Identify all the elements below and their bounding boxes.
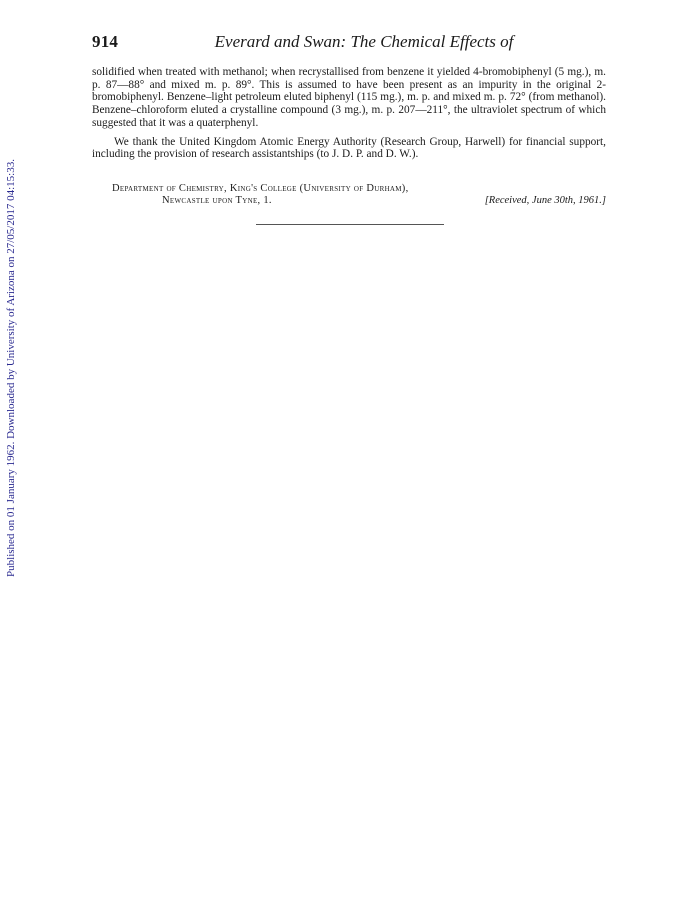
- department-line: Department of Chemistry, King's College (University of Durham),: [112, 183, 409, 194]
- affiliation-second-line: [112, 195, 606, 207]
- article-end-rule: [256, 224, 444, 225]
- acknowledgement-paragraph: We thank the United Kingdom Atomic Energy Authority (Research Group, Harwell) for financial support, including the provision of research assistantships (to J. D. P. and D. W.).: [92, 135, 606, 161]
- affiliation-block: [112, 183, 606, 207]
- article-body: [92, 66, 606, 161]
- running-head: [92, 32, 606, 54]
- page-number: 914: [92, 32, 119, 51]
- download-note-text: Published on 01 January 1962. Downloaded by University of Arizona on 27/05/2017 04:15:33.: [5, 159, 17, 577]
- city-line: Newcastle upon Tyne, 1.: [162, 195, 272, 206]
- received-date: [Received, June 30th, 1961.]: [484, 195, 606, 206]
- experimental-paragraph: solidified when treated with methanol; when recrystallised from benzene it yielded 4-bromobiphenyl (5 mg.), m. p. 87—88° and mixed m. p. 89°. This is assumed to have been present as an impurity in the original 2-bromobiphenyl. Benzene–light petroleum eluted biphenyl (115 mg.), m. p. and mixed m. p. 72° (from methanol). Benzene–chloroform eluted a crystalline compound (3 mg.), m. p. 207—211°, the ultraviolet spectrum of which suggested that it was a quaterphenyl.: [92, 66, 606, 129]
- running-title: Everard and Swan: The Chemical Effects of: [214, 32, 514, 51]
- download-watermark: [2, 158, 20, 578]
